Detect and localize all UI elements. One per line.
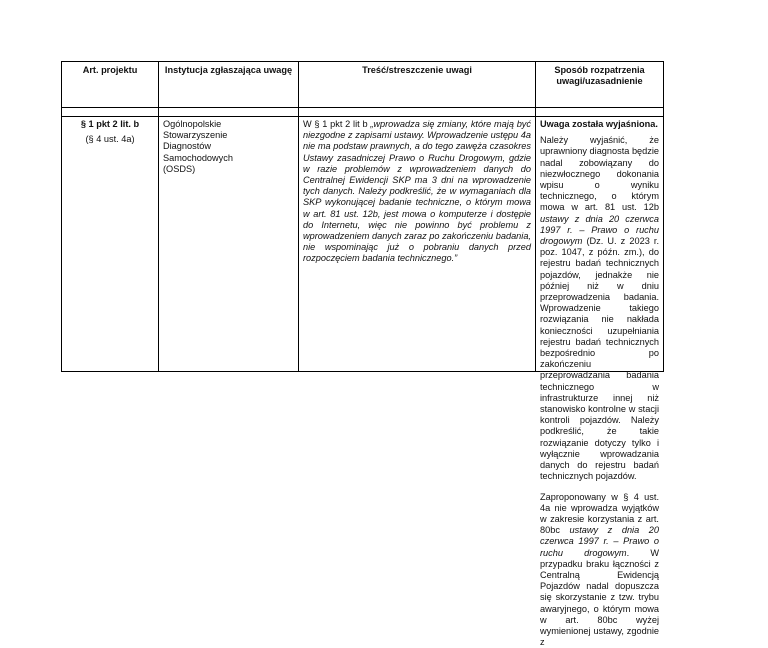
response-paragraph-2 — [540, 492, 659, 648]
response-p1-act: ustawy z dnia 20 czerwca 1997 r. – Prawo o ruchu drogowym — [540, 214, 659, 246]
art-subreference: (§ 4 ust. 4a) — [66, 134, 154, 145]
institution-cell — [159, 117, 299, 372]
response-p1-rest: (Dz. U. z 2023 r. poz. 1047, z późn. zm.), do rejestru badań technicznych pojazdów, jednakże nie później niż w dniu przeprowadzenia badania. Wprowadzenie takiego rozwiązania nie nakłada konieczności uzupełniania rejestru badań technicznych bezpośrednio po zakończeniu przeprowadzania badania technicznego w infrastrukturze innej niż stanowisko kontrolne w stacji kontroli pojazdów. Należy podkreślić, że takie rozwiązanie dotyczy tylko i wyłącznie wprowadzania danych do rejestru badań technicznych pojazdów. — [540, 236, 659, 481]
art-cell — [62, 117, 159, 372]
response-heading: Uwaga została wyjaśniona. — [540, 119, 659, 130]
table-spacer-row — [62, 108, 664, 117]
response-paragraph-1 — [540, 135, 659, 482]
content-lead: W § 1 pkt 2 lit b — [303, 119, 370, 129]
institution-line: (OSDS) — [163, 164, 294, 175]
institution-line: Stowarzyszenie — [163, 130, 294, 141]
content-cell — [299, 117, 536, 372]
table-row — [62, 117, 664, 372]
response-p2-rest: . W przypadku braku łączności z Centralną Ewidencją Pojazdów nadal dopuszcza się skorzystanie z tzw. trybu awaryjnego, o którym mowa w art. 80bc wyżej wymienionej ustawy, zgodnie z — [540, 548, 659, 648]
header-art: Art. projektu — [62, 62, 159, 108]
response-p2-text: Zaproponowany w § 4 ust. 4a nie wprowadza wyjątków w zakresie korzystania z art. 80bc — [540, 492, 659, 536]
header-response: Sposób rozpatrzenia uwagi/uzasadnienie — [536, 62, 664, 108]
art-reference: § 1 pkt 2 lit. b — [66, 119, 154, 130]
response-body — [540, 119, 659, 369]
content-quote: „wprowadza się zmiany, które mają być niezgodne z zapisami ustawy. Wprowadzenie ustępu 4a nie ma podstaw prawnych, a do tego zawęża czasokres Ustawy zasadniczej Prawo o Ruchu Drogowym, gdzie w razie problemów z wprowadzeniem danych do Centralnej Ewidencji SKP ma 3 dni na wprowadzenie tych danych. Należy podkreślić, że w wymaganiach dla SKP wykonującej badanie techniczne, o którym mowa w art. 81 ust. 12b, jest mowa o komputerze i dostępie do Internetu, więc nie powinno być problemu z wprowadzeniem danych zaraz po zakończeniu badania, nie wspominając już o pobraniu danych przed rozpoczęciem badania technicznego.” — [303, 119, 531, 263]
header-institution: Instytucja zgłaszająca uwagę — [159, 62, 299, 108]
table-header-row — [62, 62, 664, 108]
institution-line: Diagnostów — [163, 141, 294, 152]
response-p2-act: ustawy z dnia 20 czerwca 1997 r. – Prawo o ruchu drogowym — [540, 525, 659, 557]
header-content: Treść/streszczenie uwagi — [299, 62, 536, 108]
institution-line: Ogólnopolskie — [163, 119, 294, 130]
institution-line: Samochodowych — [163, 153, 294, 164]
response-p1-text: Należy wyjaśnić, że uprawniony diagnosta będzie nadal zobowiązany do niezwłocznego dokonania wpisu o wyniku technicznego, o którym mowa w art. 81 ust. 12b — [540, 135, 659, 212]
response-cell — [536, 117, 664, 372]
comments-table — [61, 61, 664, 372]
